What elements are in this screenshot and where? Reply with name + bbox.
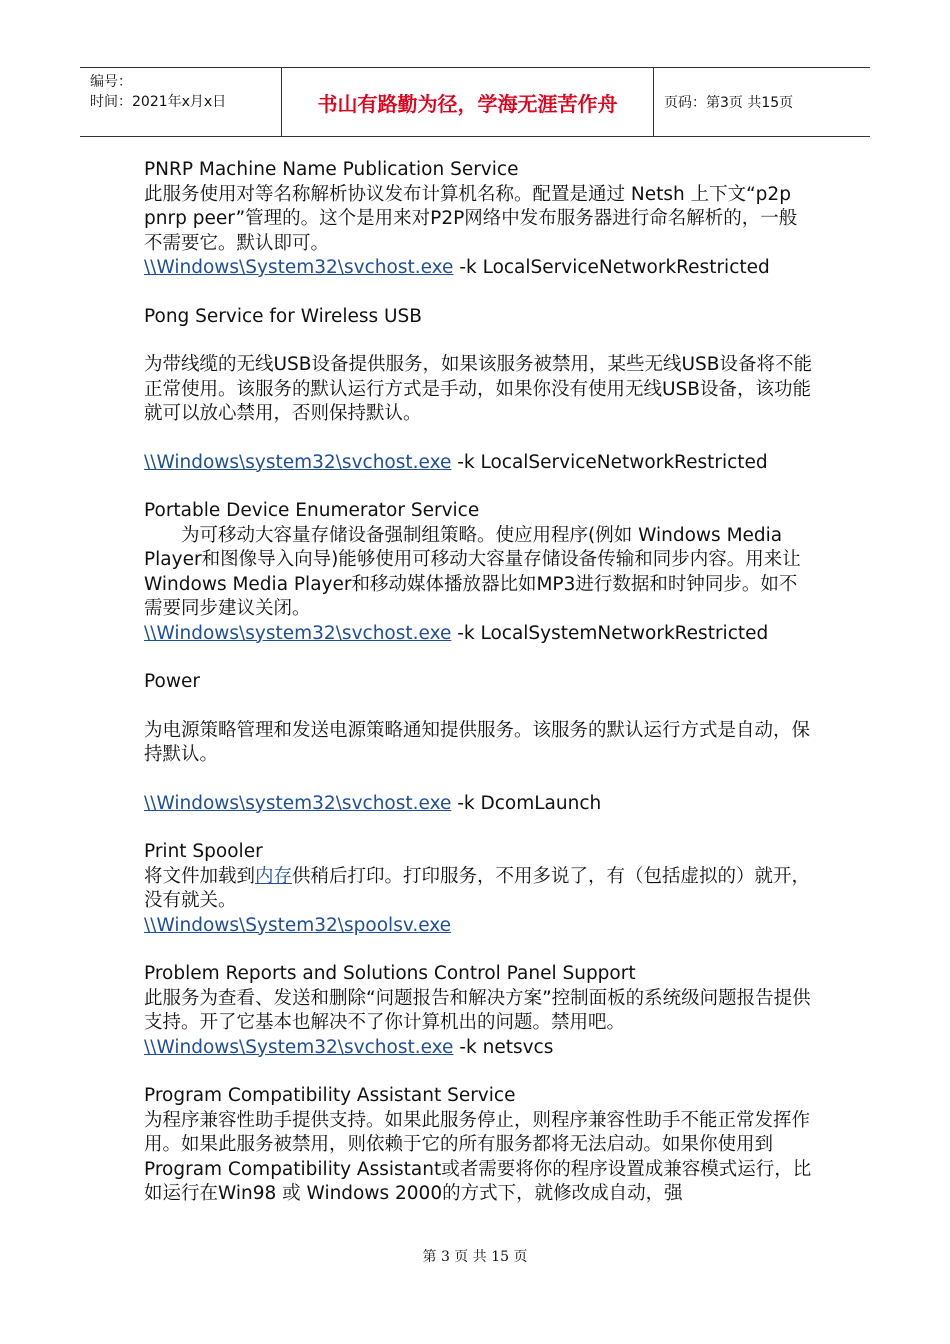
path-args: -k DcomLaunch: [451, 792, 602, 814]
page-footer: 第 3 页 共 15 页: [422, 1249, 528, 1265]
section-description: 此服务为查看、发送和删除“问题报告和解决方案”控制面板的系统级问题报告提供支持。开了它基本也解决不了你计算机出的问题。禁用吧。: [144, 987, 811, 1033]
section-path-line: [144, 1036, 814, 1061]
section-path-line: [144, 256, 814, 281]
path-link[interactable]: \\Windows\system32\svchost.exe: [144, 622, 452, 644]
path-link[interactable]: \\Windows\system32\svchost.exe: [144, 451, 452, 473]
section-path-line: [144, 792, 814, 817]
header-motto: 书山有路勤为径，学海无涯苦作舟: [282, 68, 654, 136]
section-title: Portable Device Enumerator Service: [144, 500, 480, 521]
section-title: PNRP Machine Name Publication Service: [144, 159, 519, 180]
path-link[interactable]: \\Windows\System32\svchost.exe: [144, 1036, 454, 1058]
section-path-line: [144, 914, 814, 939]
header-number: 编号：: [90, 74, 132, 90]
header-page: 页码：第3页 共15页: [664, 95, 794, 111]
section-description: [144, 865, 814, 914]
section-description: 为程序兼容性助手提供支持。如果此服务停止，则程序兼容性助手不能正常发挥作用。如果此服务被禁用，则依赖于它的所有服务都将无法启动。如果你使用到Program Compatibility Assistant或者需要将你的程序设置成兼容模式运行，比如运行在Win98 或 Windows 2000的方式下，就修改成自动，强: [144, 1109, 812, 1204]
path-link[interactable]: \\Windows\system32\svchost.exe: [144, 792, 452, 814]
section-title: Pong Service for Wireless USB: [144, 305, 422, 327]
section-description: 为电源策略管理和发送电源策略通知提供服务。该服务的默认运行方式是自动，保持默认。: [144, 719, 811, 765]
section-title: Problem Reports and Solutions Control Panel Support: [144, 963, 636, 984]
section-title: Power: [144, 671, 200, 692]
section-path-line: [144, 451, 814, 476]
section-description: 为带线缆的无线USB设备提供服务，如果该服务被禁用，某些无线USB设备将不能正常使用。该服务的默认运行方式是手动，如果你没有使用无线USB设备，该功能就可以放心禁用，否则保持默认。: [144, 354, 812, 424]
desc-after: 供稍后打印。打印服务，不用多说了，有（包括虚拟的）就开，没有就关。: [144, 865, 811, 911]
section-description: 此服务使用对等名称解析协议发布计算机名称。配置是通过 Netsh 上下文“p2p pnrp peer”管理的。这个是用来对P2P网络中发布服务器进行命名解析的，一般不需要它。默认即可。: [144, 183, 798, 254]
path-args: -k LocalSystemNetworkRestricted: [451, 622, 769, 644]
section-path-line: [144, 622, 814, 647]
path-link[interactable]: \\Windows\System32\svchost.exe: [144, 257, 454, 278]
header-meta: [80, 68, 282, 136]
section-description: 为可移动大容量存储设备强制组策略。使应用程序(例如 Windows Media Player和图像导入向导)能够使用可移动大容量存储设备传输和同步内容。用来让Windows Media Player和移动媒体播放器比如MP3进行数据和时钟同步。如不需要同步建议关闭。: [144, 524, 801, 619]
section-title: Program Compatibility Assistant Service: [144, 1085, 516, 1106]
header-time: 时间：2021年x月x日: [90, 94, 227, 110]
desc-before: 将文件加载到: [144, 865, 256, 887]
section-title: Print Spooler: [144, 841, 263, 862]
path-args: -k netsvcs: [453, 1036, 554, 1058]
path-args: -k LocalServiceNetworkRestricted: [453, 257, 770, 278]
document-body: [144, 158, 814, 1207]
path-link[interactable]: \\Windows\System32\spoolsv.exe: [144, 914, 452, 936]
path-args: -k LocalServiceNetworkRestricted: [451, 451, 768, 473]
document-header: [80, 67, 870, 137]
memory-link[interactable]: 内存: [255, 865, 293, 887]
